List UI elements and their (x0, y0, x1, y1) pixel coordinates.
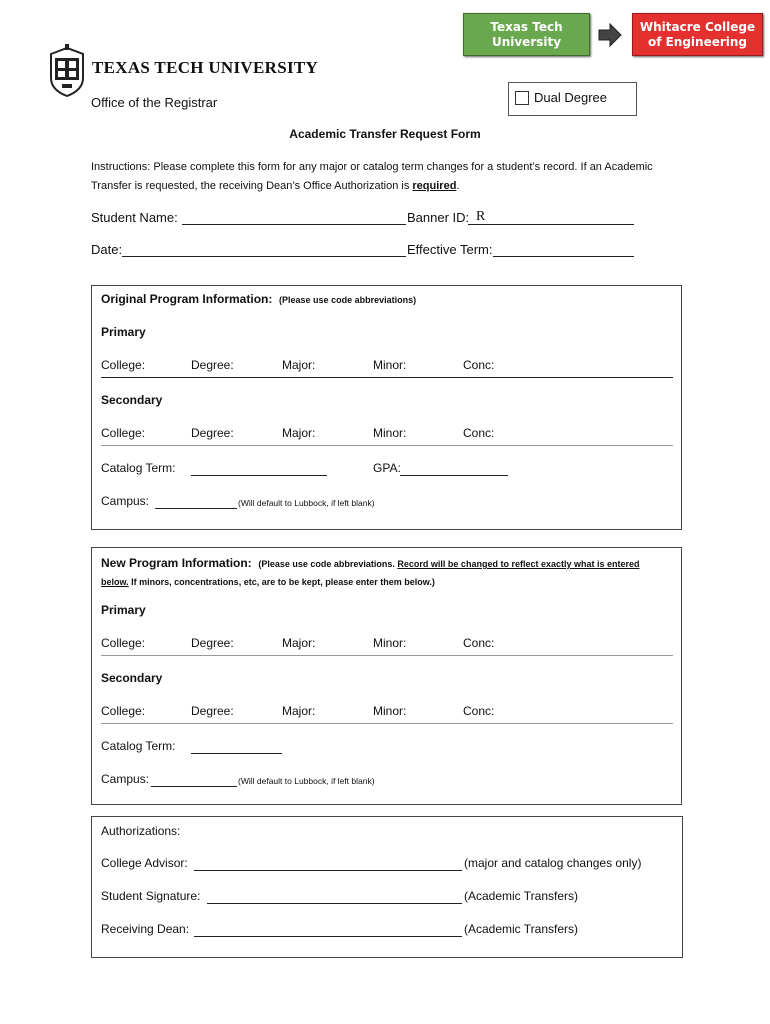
new-secondary-conc: Conc: (463, 704, 495, 718)
student-signature-note: (Academic Transfers) (464, 889, 579, 903)
orig-primary-college: College: (101, 358, 146, 372)
orig-campus-field[interactable] (155, 508, 237, 509)
orig-secondary-conc: Conc: (463, 426, 495, 440)
new-primary-college: College: (101, 636, 146, 650)
new-primary-degree: Degree: (191, 636, 234, 650)
new-primary-conc: Conc: (463, 636, 495, 650)
orig-primary-major: Major: (282, 358, 316, 372)
new-secondary-row-line[interactable] (101, 723, 673, 724)
receiving-dean-note: (Academic Transfers) (464, 922, 579, 936)
student-signature-field[interactable] (207, 903, 462, 904)
orig-campus-note: (Will default to Lubbock, if left blank) (238, 498, 375, 508)
orig-catalog-term-field[interactable] (191, 475, 327, 476)
college-advisor-note: (major and catalog changes only) (464, 856, 642, 870)
orig-secondary-major: Major: (282, 426, 316, 440)
new-primary-major: Major: (282, 636, 316, 650)
student-name-field[interactable] (182, 224, 406, 225)
instructions: Instructions: Please complete this form for any major or catalog term changes for a student’s record. If an Academic Transfer is requested, the receiving Dean’s Office Authorization is required. (91, 161, 653, 192)
original-program-title: Original Program Information: (Please use code abbreviations) (101, 292, 417, 306)
tag-whitacre-college: Whitacre College of Engineering (632, 13, 763, 56)
new-secondary-college: College: (101, 704, 146, 718)
college-advisor-label: College Advisor: (101, 856, 188, 870)
orig-secondary-degree: Degree: (191, 426, 234, 440)
banner-id-label: Banner ID: (407, 210, 470, 225)
student-name-label: Student Name: (91, 210, 178, 225)
new-campus-note: (Will default to Lubbock, if left blank) (238, 776, 375, 786)
university-seal-icon (47, 44, 87, 98)
orig-primary-row-line[interactable] (101, 377, 673, 378)
receiving-dean-field[interactable] (194, 936, 462, 937)
tag-texas-tech: Texas Tech University (463, 13, 590, 56)
effective-term-field[interactable] (493, 256, 634, 257)
original-primary-label: Primary (101, 325, 146, 339)
dual-degree-box[interactable] (508, 82, 637, 116)
new-secondary-minor: Minor: (373, 704, 407, 718)
orig-gpa-label: GPA: (373, 461, 401, 475)
banner-id-prefix: R (476, 209, 486, 224)
original-program-box (91, 285, 682, 530)
new-primary-label: Primary (101, 603, 146, 617)
effective-term-label: Effective Term: (407, 242, 493, 257)
date-field[interactable] (122, 256, 406, 257)
new-primary-row-line[interactable] (101, 655, 673, 656)
new-secondary-degree: Degree: (191, 704, 234, 718)
dual-degree-checkbox[interactable] (515, 91, 529, 105)
student-signature-label: Student Signature: (101, 889, 201, 903)
new-catalog-term-label: Catalog Term: (101, 739, 176, 753)
orig-secondary-row-line[interactable] (101, 445, 673, 446)
form-title: Academic Transfer Request Form (289, 127, 481, 141)
office-of-registrar: Office of the Registrar (91, 95, 218, 110)
college-advisor-field[interactable] (194, 870, 462, 871)
orig-primary-degree: Degree: (191, 358, 234, 372)
orig-secondary-college: College: (101, 426, 146, 440)
orig-secondary-minor: Minor: (373, 426, 407, 440)
orig-catalog-term-label: Catalog Term: (101, 461, 176, 475)
new-secondary-major: Major: (282, 704, 316, 718)
new-program-title: New Program Information: (Please use code abbreviations. Record will be changed to reflect exactly what is entered below. If minors, concentrations, etc, are to be kept, please enter them below.) (101, 556, 640, 587)
date-label: Date: (91, 242, 123, 257)
banner-id-field[interactable] (468, 224, 634, 225)
new-primary-minor: Minor: (373, 636, 407, 650)
receiving-dean-label: Receiving Dean: (101, 922, 190, 936)
orig-gpa-field[interactable] (400, 475, 508, 476)
new-campus-field[interactable] (151, 786, 237, 787)
original-secondary-label: Secondary (101, 393, 163, 407)
new-campus-label: Campus: (101, 772, 150, 786)
orig-primary-conc: Conc: (463, 358, 495, 372)
authorizations-title: Authorizations: (101, 824, 181, 838)
new-secondary-label: Secondary (101, 671, 163, 685)
new-catalog-term-field[interactable] (191, 753, 282, 754)
orig-primary-minor: Minor: (373, 358, 407, 372)
university-name: TEXAS TECH UNIVERSITY (92, 58, 319, 77)
orig-campus-label: Campus: (101, 494, 150, 508)
arrow-right-icon (597, 22, 623, 48)
dual-degree-label: Dual Degree (534, 90, 607, 105)
